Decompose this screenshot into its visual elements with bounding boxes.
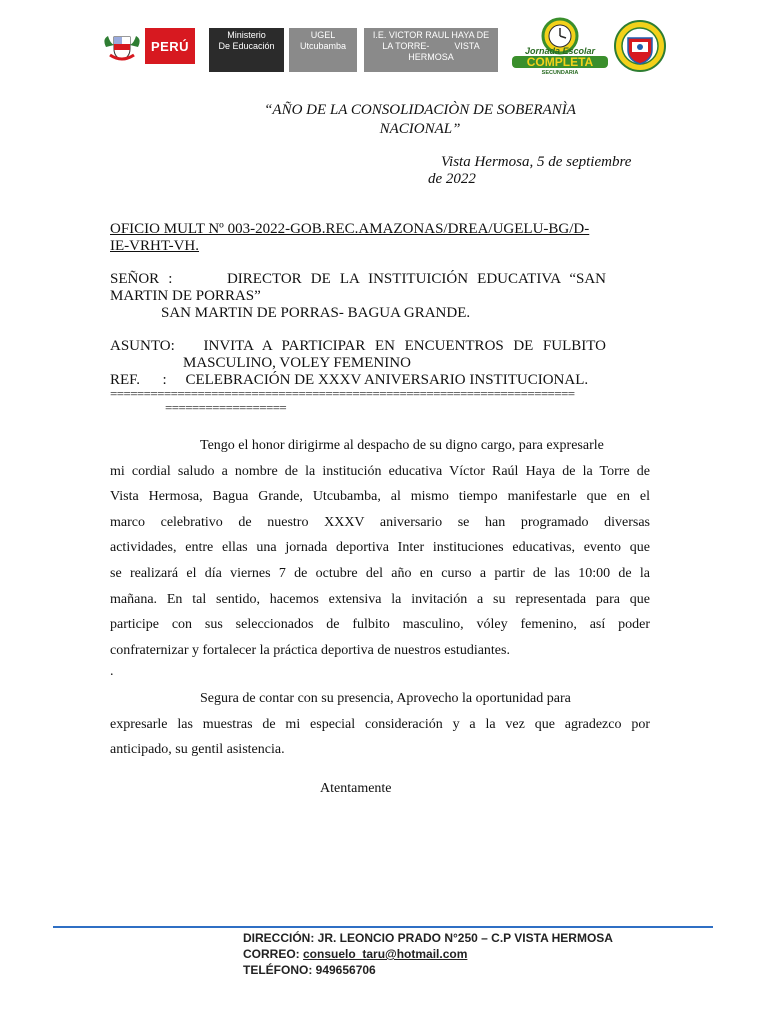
- separator-line-1: =====================================================================: [110, 387, 575, 400]
- closing-salutation: Atentamente: [320, 781, 392, 796]
- para1-line: mi cordial saludo a nombre de la institución educativa Víctor Raúl Haya de la Torre de: [110, 463, 650, 479]
- ugel-box: [289, 28, 357, 72]
- para1-line: se realizará el día viernes 7 de octubre del año en curso a partir de las 10:00 de la: [110, 565, 650, 581]
- ugel-line-1: UGEL: [310, 30, 336, 40]
- para1-line: participe con sus seleccionados de fulbito masculino, vóley femenino, así poder: [110, 617, 650, 633]
- recipient-line-2: MARTIN DE PORRAS”: [110, 288, 261, 304]
- school-line-3: HERMOSA: [408, 52, 454, 62]
- year-motto-line-2: NACIONAL”: [379, 121, 461, 137]
- oficio-number-line-1: OFICIO MULT Nº 003-2022-GOB.REC.AMAZONAS/DREA/UGELU-BG/D-: [110, 221, 590, 237]
- footer-email-label: CORREO:: [243, 947, 303, 961]
- date-line-1: Vista Hermosa, 5 de septiembre: [441, 154, 632, 170]
- body-paragraph-1: [110, 433, 650, 681]
- year-motto-line-1: “AÑO DE LA CONSOLIDACIÒN DE SOBERANÌA: [264, 102, 576, 118]
- footer-email-link[interactable]: consuelo_taru@hotmail.com: [303, 947, 468, 961]
- school-line-1: I.E. VICTOR RAUL HAYA DE: [372, 30, 490, 40]
- school-name-box: [364, 28, 498, 72]
- jec-text-1: Jornada Escolar: [524, 46, 596, 56]
- para2-line: expresarle las muestras de mi especial consideración y a la vez que agradezco por: [110, 716, 650, 732]
- reference-line: REF. : CELEBRACIÓN DE XXXV ANIVERSARIO INSTITUCIONAL.: [110, 372, 589, 388]
- subject-line-2: MASCULINO, VOLEY FEMENINO: [183, 355, 411, 371]
- body-paragraph-2: [110, 686, 650, 763]
- jec-text-3: SECUNDARIA: [541, 70, 579, 76]
- jec-text-2: COMPLETA: [526, 55, 594, 69]
- stray-dot: .: [110, 664, 114, 680]
- footer-email-row: [243, 946, 467, 962]
- jec-logo-icon: [508, 16, 612, 76]
- school-line-2: LA TORRE- VISTA: [382, 41, 480, 51]
- separator-line-2: ==================: [165, 400, 287, 415]
- peru-brand: [145, 28, 195, 64]
- footer-phone: TELÉFONO: 949656706: [243, 963, 376, 977]
- ministerio-line-1: Ministerio: [227, 30, 266, 40]
- para1-line: Tengo el honor dirigirme al despacho de su digno cargo, para expresarle: [200, 438, 604, 453]
- recipient-line-3: SAN MARTIN DE PORRAS- BAGUA GRANDE.: [161, 305, 471, 321]
- para1-line: mañana. En tal sentido, hacemos extensiva la invitación a su representada para que: [110, 591, 650, 607]
- para1-line: confraternizar y fortalecer la práctica deportiva de nuestros estudiantes.: [110, 642, 510, 658]
- para2-line: Segura de contar con su presencia, Aprovecho la oportunidad para: [200, 691, 571, 706]
- national-shield-icon: [102, 33, 142, 63]
- ugel-line-2: Utcubamba: [299, 41, 347, 51]
- peru-label: PERÚ: [150, 38, 190, 54]
- footer-address: DIRECCIÓN: JR. LEONCIO PRADO N°250 – C.P VISTA HERMOSA: [243, 931, 613, 945]
- recipient-line-1: SEÑOR : DIRECTOR DE LA INSTITUICIÓN EDUCATIVA “SAN: [110, 271, 606, 287]
- year-motto: [250, 101, 590, 139]
- subject-line-1: ASUNTO: INVITA A PARTICIPAR EN ENCUENTROS DE FULBITO: [110, 338, 606, 354]
- para1-line: marco celebrativo de nuestro XXXV aniversario se han programado diversas: [110, 514, 650, 530]
- para1-line: Vista Hermosa, Bagua Grande, Utcubamba, al mismo tiempo manifestarle que en el: [110, 489, 650, 505]
- para2-line: anticipado, su gentil asistencia.: [110, 742, 285, 758]
- ministerio-line-2: De Educación: [218, 41, 275, 51]
- oficio-number-line-2: IE-VRHT-VH.: [110, 238, 200, 254]
- date-line-2: de 2022: [428, 171, 476, 187]
- school-crest-icon: [614, 18, 666, 74]
- ministerio-box: [209, 28, 284, 72]
- para1-line: actividades, entre ellas una jornada deportiva Inter instituciones educativas, evento que: [110, 540, 650, 556]
- footer-divider: [53, 926, 713, 928]
